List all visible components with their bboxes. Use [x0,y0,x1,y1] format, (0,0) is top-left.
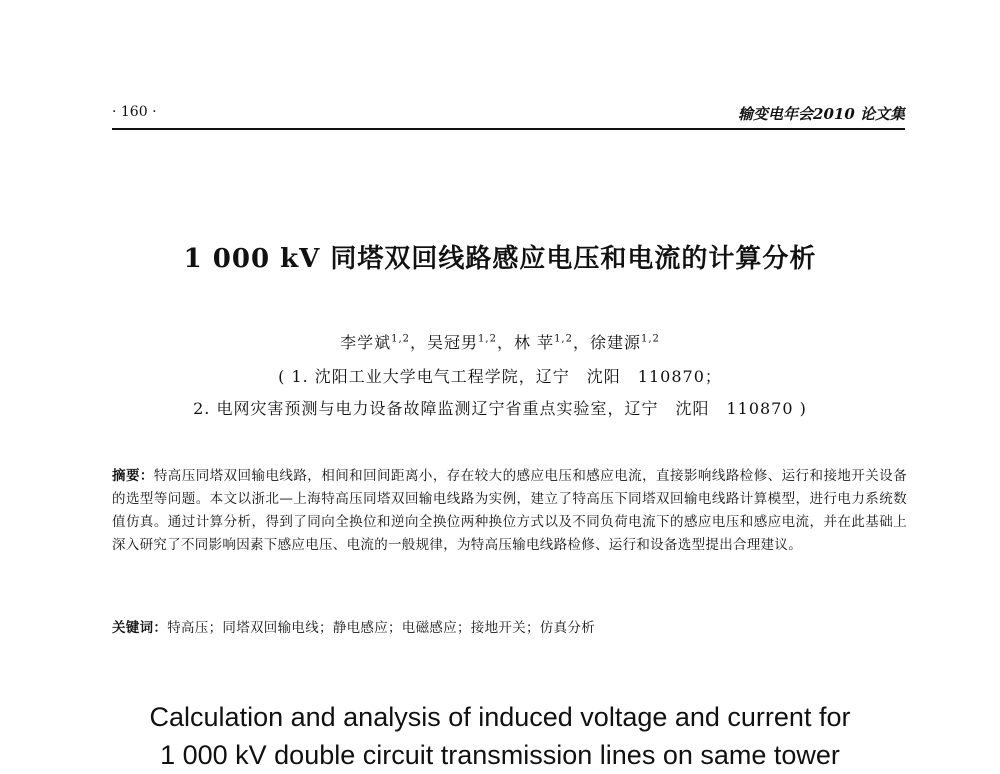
english-title-line-1: Calculation and analysis of induced voltage and current for [149,702,851,732]
english-title-line-2: 1 000 kV double circuit transmission lines on same tower [160,740,840,770]
author-affiliation-mark: 1,2 [478,333,497,345]
paper-title: 1 000 kV 同塔双回线路感应电压和电流的计算分析 [183,244,817,274]
author-name: 林 苹 [513,333,555,352]
abstract-label: 摘要： [112,468,154,484]
author-affiliation-mark: 1,2 [641,333,660,345]
author-list: 李学斌$^{1,2}$，吴冠男$^{1,2}$，林 苹$^{1,2}$，徐建源$^{1,2}$ [340,333,660,352]
journal-title: 输变电年会2010 论文集 [738,105,905,123]
author-affiliation-mark: 1,2 [554,333,573,345]
abstract-text: 特高压同塔双回输电线路，相间和回间距离小，存在较大的感应电压和感应电流，直接影响线路检修、运行和接地开关设备的选型等问题。本文以浙北—上海特高压同塔双回输电线路为实例，建立了特高压下同塔双回输电线路计算模型，进行电力系统数值仿真。通过计算分析，得到了同向全换位和逆向全换位两种换位方式以及不同负荷电流下的感应电压和感应电流，并在此基础上深入研究了不同影响因素下感应电压、电流的一般规律，为特高压输电线路检修、运行和设备选型提出合理建议。 [112,468,907,553]
affiliation-line-1: ( 1. 沈阳工业大学电气工程学院，辽宁 沈阳 110870； [278,367,722,386]
keywords [112,616,907,636]
author-name: 李学斌 [340,333,392,352]
author-affiliation-mark: 1,2 [391,333,411,345]
affiliation-line-2: 2. 电网灾害预测与电力设备故障监测辽宁省重点实验室，辽宁 沈阳 110870 ) [193,399,807,418]
keywords-label: 关键词： [112,620,168,636]
english-title [0,698,1000,774]
author-name: 徐建源 [589,333,641,352]
abstract [112,465,907,557]
page-number: · 160 · [112,104,157,120]
author-name: 吴冠男 [427,333,479,352]
keywords-text: 特高压；同塔双回输电线；静电感应；电磁感应；接地开关；仿真分析 [167,620,596,636]
header-rule [112,128,905,130]
